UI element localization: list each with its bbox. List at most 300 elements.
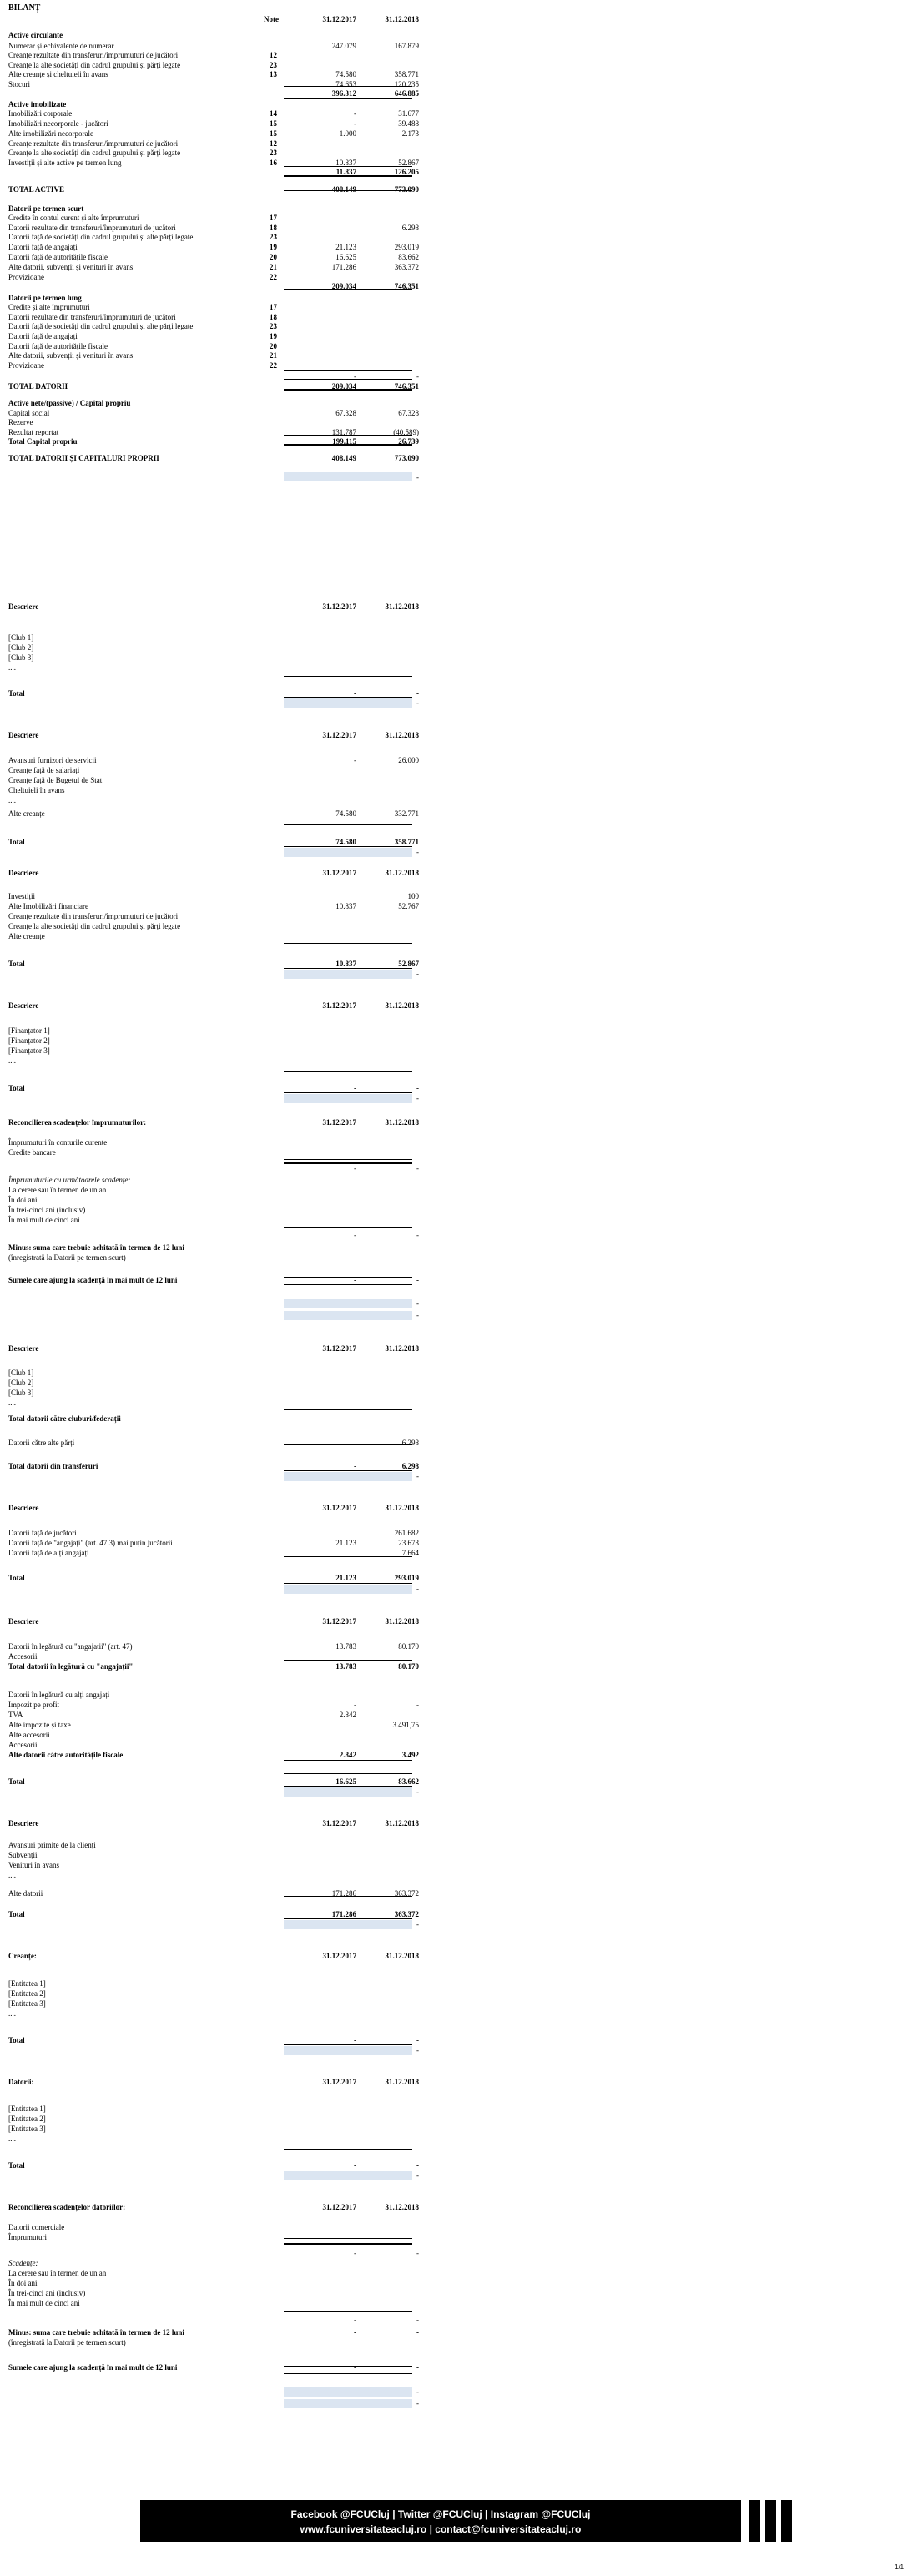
row-label: Impozit pe profit: [8, 1701, 59, 1709]
row-label: Active circulante: [8, 31, 63, 39]
table-row: [8, 428, 417, 437]
highlight-cell: [284, 2046, 412, 2055]
highlight-cell: [284, 2387, 412, 2397]
rule-line: [284, 2366, 412, 2367]
row-label: [Club 1]: [8, 633, 34, 642]
note-ref: 21: [270, 263, 277, 271]
table-row: [8, 2259, 417, 2268]
highlight-cell: [284, 970, 412, 979]
table-row: [8, 1056, 417, 1066]
subtotal-row: [8, 1164, 417, 1173]
table-row: [8, 653, 417, 663]
rule-line: [284, 1470, 412, 1471]
row-label: [Club 3]: [8, 1389, 34, 1397]
row-label: Alte datorii, subvenții și venituri în avans: [8, 351, 134, 360]
value-2018: 773.090: [394, 454, 419, 462]
table-row: [8, 454, 417, 463]
value-2017: 408.149: [331, 454, 356, 462]
row-label: Descriere: [8, 602, 39, 611]
table-row: [8, 1439, 417, 1448]
row-label: Sumele care ajung la scadență în mai mult de 12 luni: [8, 1276, 178, 1284]
note-ref: 20: [270, 253, 277, 261]
table-row: [8, 1138, 417, 1147]
table-row: [8, 1662, 417, 1671]
table-row: [8, 51, 417, 60]
table-row: [8, 1148, 417, 1157]
table-row: [8, 892, 417, 901]
note-ref: 23: [270, 61, 277, 69]
note-ref: 13: [270, 70, 277, 78]
value-2017: 10.837: [335, 960, 356, 968]
value-2018: 31.12.2018: [385, 1001, 419, 1010]
value-2017: -: [354, 2036, 356, 2044]
row-label: Datorii față de "angajați" (art. 47.3) mai puțin jucătorii: [8, 1539, 173, 1547]
table-row: [8, 2269, 417, 2278]
column-header: [8, 15, 417, 24]
table-row: [8, 1711, 417, 1720]
row-label: Împrumuturile cu următoarele scadențe:: [8, 1176, 131, 1184]
row-label: ....: [8, 1871, 16, 1879]
value-2018: 746.351: [394, 282, 419, 290]
value-2018: 293.019: [394, 1574, 419, 1582]
table-row: [8, 61, 417, 70]
rule-line: [284, 1227, 412, 1228]
table-row: [8, 1871, 417, 1880]
table-row: [8, 1216, 417, 1225]
row-label: Creanțe față de salariați: [8, 766, 80, 774]
row-label: Creanțe rezultate din transferuri/împrumuturi de jucători: [8, 912, 179, 920]
value-2017: 31.12.2017: [322, 1617, 356, 1626]
table-row: [8, 902, 417, 911]
value-2018: 646.885: [394, 89, 419, 98]
value-2018: 31.12.2018: [385, 1952, 419, 1960]
rule-line: [284, 1071, 412, 1072]
row-label: Alte Imobilizări financiare: [8, 902, 88, 910]
row-label: În doi ani: [8, 1196, 38, 1204]
note-ref: 17: [270, 214, 277, 222]
value-2018: -: [416, 1299, 419, 1308]
row-label: Active imobilizate: [8, 100, 67, 108]
table-row: [8, 2289, 417, 2298]
value-2018: -: [416, 2316, 419, 2324]
row-label: Active nete/(passive) / Capital propriu: [8, 399, 131, 407]
value-2018: 26.739: [398, 437, 419, 446]
table-row: [8, 1741, 417, 1750]
value-2017: -: [354, 1276, 356, 1284]
value-2018: 332.771: [394, 809, 419, 818]
note-ref: 21: [270, 351, 277, 360]
rule-line: [284, 1556, 412, 1557]
row-label: (înregistrată la Datorii pe termen scurt): [8, 1253, 126, 1262]
table-row: [8, 1504, 417, 1513]
value-2017: 31.12.2017: [322, 2078, 356, 2086]
row-label: La cerere sau în termen de un an: [8, 2269, 107, 2277]
row-label: Credite bancare: [8, 1148, 56, 1157]
value-2018: -: [416, 2171, 419, 2180]
rule-line: [284, 175, 412, 177]
value-2017: 247.079: [331, 42, 356, 50]
value-2017: 74.580: [335, 70, 356, 78]
row-label: [Entitatea 1]: [8, 1979, 46, 1988]
note-ref: 16: [270, 159, 277, 167]
row-label: Imobilizări corporale: [8, 109, 73, 118]
row-label: Provizioane: [8, 361, 44, 370]
value-2018: -: [416, 1164, 419, 1172]
row-label: Capital social: [8, 409, 50, 417]
value-2018: -: [416, 372, 419, 381]
row-label: ....: [8, 2135, 16, 2143]
row-label: Descriere: [8, 731, 39, 739]
row-label: TOTAL ACTIVE: [8, 185, 64, 194]
rule-line: [284, 1786, 412, 1787]
table-row: [8, 2009, 417, 2019]
value-2017: -: [354, 1462, 356, 1470]
highlight-cell: [284, 1787, 412, 1797]
rule-line: [284, 1409, 412, 1410]
row-label: Total: [8, 1777, 25, 1786]
row-label: [Finanțator 3]: [8, 1046, 50, 1055]
value-2017: -: [354, 2316, 356, 2324]
table-row: [8, 139, 417, 149]
value-2017: 31.12.2017: [322, 1118, 356, 1127]
row-label: Credite și alte împrumuturi: [8, 303, 90, 311]
rule-line: [284, 1284, 412, 1285]
row-label: Creanțe:: [8, 1952, 37, 1960]
highlight-cell: [284, 1299, 412, 1308]
row-label: [Club 1]: [8, 1369, 34, 1377]
row-label: Minus: suma care trebuie achitată în termen de 12 luni: [8, 2328, 184, 2337]
row-label: Datorii față de autoritățile fiscale: [8, 342, 108, 350]
rule-line: [284, 166, 412, 167]
value-2018: 100: [407, 892, 419, 900]
rule-line: [284, 435, 412, 436]
note-ref: 19: [270, 332, 277, 340]
value-2018: -: [416, 1084, 419, 1092]
value-2017: 171.286: [331, 263, 356, 271]
rule-line: [284, 1444, 412, 1445]
row-label: Datorii față de societăți din cadrul grupului și alte părți legate: [8, 233, 194, 241]
row-label: Datorii față de alți angajați: [8, 1549, 89, 1557]
highlight-cell: [284, 2171, 412, 2180]
row-label: Datorii către alte părți: [8, 1439, 75, 1447]
value-2018: -: [416, 2161, 419, 2170]
row-label: Investiții: [8, 892, 35, 900]
table-row: [8, 2125, 417, 2134]
row-label: ....: [8, 1056, 16, 1065]
note-ref: 18: [270, 224, 277, 232]
table-row: [8, 1999, 417, 2009]
table-row: [8, 1001, 417, 1011]
rule-line: [284, 1162, 412, 1164]
rule-line: [284, 676, 412, 677]
table-row: [8, 1529, 417, 1538]
value-2018: 261.682: [394, 1529, 419, 1537]
table-row: [8, 1399, 417, 1408]
rule-line: [284, 824, 412, 825]
table-row: [8, 2279, 417, 2288]
table-row: [8, 2203, 417, 2212]
row-label: [Entitatea 3]: [8, 2125, 46, 2133]
value-2017: 31.12.2017: [322, 1504, 356, 1512]
row-label: Datorii comerciale: [8, 2223, 65, 2231]
value-2018: -: [416, 2036, 419, 2044]
table-row: [8, 204, 417, 214]
table-row: [8, 313, 417, 322]
value-2018: 293.019: [394, 243, 419, 251]
row-label: Datorii pe termen lung: [8, 294, 82, 302]
table-row: [8, 80, 417, 89]
value-2018: -: [416, 1920, 419, 1928]
value-2017: 396.312: [331, 89, 356, 98]
value-2018: 363.372: [394, 263, 419, 271]
rule-line: [284, 1918, 412, 1919]
table-row: [8, 129, 417, 139]
value-2017: 10.837: [335, 902, 356, 910]
table-row: [8, 342, 417, 351]
table-row: [8, 399, 417, 408]
row-label: ....: [8, 2009, 16, 2018]
table-row: [8, 418, 417, 427]
rule-line: [284, 1773, 412, 1774]
row-label: [Club 2]: [8, 1379, 34, 1387]
row-label: Total: [8, 2036, 25, 2044]
row-label: În mai mult de cinci ani: [8, 1216, 80, 1224]
table-row: [8, 776, 417, 785]
note-ref: 12: [270, 139, 277, 148]
value-2017: 31.12.2017: [322, 1344, 356, 1353]
table-row: [8, 119, 417, 129]
value-2018: 7.664: [401, 1549, 419, 1557]
row-label: Alte impozite și taxe: [8, 1721, 71, 1729]
note-ref: 17: [270, 303, 277, 311]
row-label: Descriere: [8, 869, 39, 877]
row-label: [Club 2]: [8, 643, 34, 652]
value-2018: -: [416, 1231, 419, 1239]
table-row: [8, 1046, 417, 1056]
row-label: Datorii în legătură cu "angajații" (art. 47): [8, 1642, 133, 1651]
rule-line: [284, 1583, 412, 1584]
highlight-cell: [284, 1920, 412, 1929]
page-number: 1/1: [895, 2563, 905, 2571]
table-row: [8, 602, 417, 612]
rule-line: [284, 1159, 412, 1160]
row-label: Alte datorii către autoritățile fiscale: [8, 1751, 124, 1759]
value-2018: 31.12.2018: [385, 1617, 419, 1626]
table-row: [8, 2363, 417, 2372]
value-2017: 31.12.2017: [322, 731, 356, 739]
row-label: Numerar și echivalente de numerar: [8, 42, 114, 50]
table-row: [8, 1196, 417, 1205]
note-ref: 23: [270, 149, 277, 157]
note-ref: 20: [270, 342, 277, 350]
table-row: [8, 2223, 417, 2232]
value-2017: 67.328: [335, 409, 356, 417]
value-2018: 83.662: [398, 1777, 419, 1786]
value-2018: -: [416, 1094, 419, 1102]
table-row: [8, 663, 417, 673]
value-2017: 11.837: [335, 168, 356, 176]
row-label: Creanțe la alte societăți din cadrul grupului și părți legate: [8, 149, 181, 157]
table-row: [8, 1118, 417, 1127]
table-row: [8, 1026, 417, 1036]
page-title: BILANȚ: [8, 3, 41, 13]
rule-line: [284, 289, 412, 290]
note-ref: 15: [270, 129, 277, 138]
table-row: [8, 2135, 417, 2144]
rule-line: [284, 98, 412, 99]
row-label: Total: [8, 2161, 25, 2170]
value-2017: -: [354, 1414, 356, 1423]
value-2018: 31.677: [398, 109, 419, 118]
rule-line: [284, 370, 412, 371]
row-label: Datorii rezultate din transferuri/împrumuturi de jucători: [8, 224, 176, 232]
rule-line: [284, 86, 412, 87]
row-label: Datorii față de jucători: [8, 1529, 77, 1537]
rule-line: [284, 444, 412, 446]
table-row: [8, 1979, 417, 1989]
table-row: [8, 1176, 417, 1185]
table-row: [8, 294, 417, 303]
table-row: [8, 1841, 417, 1850]
value-2018: -: [416, 1585, 419, 1593]
value-2017: 2.842: [339, 1711, 356, 1719]
rule-line: [284, 968, 412, 969]
value-2017: 131.787: [331, 428, 356, 436]
rule-line: [284, 1760, 412, 1761]
table-row: [8, 1344, 417, 1354]
value-2017: 171.286: [331, 1910, 356, 1918]
note-ref: 18: [270, 313, 277, 321]
table-row: [8, 1617, 417, 1626]
table-row: [8, 1701, 417, 1710]
table-row: [8, 233, 417, 242]
table-row: [8, 409, 417, 418]
value-2018: 746.351: [394, 382, 419, 391]
value-2018: -: [416, 1243, 419, 1252]
value-2017: 209.034: [331, 282, 356, 290]
table-row: [8, 273, 417, 282]
note-ref: 15: [270, 119, 277, 128]
value-2018: 31.12.2018: [385, 1819, 419, 1827]
rule-line: [284, 389, 412, 391]
table-row: [8, 1819, 417, 1828]
table-row: [8, 224, 417, 233]
table-row: [8, 766, 417, 775]
highlight-cell: [284, 698, 412, 708]
row-label: Credite în contul curent și alte împrumuturi: [8, 214, 139, 222]
row-label: Minus: suma care trebuie achitată în termen de 12 luni: [8, 1243, 184, 1252]
value-2018: 3.492: [401, 1751, 419, 1759]
footer-bar-3: [781, 2500, 792, 2542]
value-2018: 2.173: [401, 129, 419, 138]
value-2017: -: [354, 1701, 356, 1709]
row-label: Alte datorii: [8, 1889, 43, 1898]
rule-line: [284, 379, 412, 380]
value-2018: -: [416, 698, 419, 707]
value-2018: 363.372: [394, 1889, 419, 1898]
note-ref: 23: [270, 233, 277, 241]
value-2018: 31.12.2018: [385, 2203, 419, 2211]
value-2017: 74.653: [335, 80, 356, 88]
value-2017: 21.123: [335, 243, 356, 251]
value-2018: 31.12.2018: [385, 602, 419, 611]
row-label: ....: [8, 1399, 16, 1407]
value-2017: 2.842: [339, 1751, 356, 1759]
value-2018: 126.205: [394, 168, 419, 176]
table-row: [8, 809, 417, 819]
value-2018: -: [416, 689, 419, 698]
highlight-cell: [284, 848, 412, 857]
row-label: Alte accesorii: [8, 1731, 50, 1739]
table-row: [8, 1243, 417, 1253]
row-label: Subvenții: [8, 1851, 38, 1859]
value-2017: 16.625: [335, 1777, 356, 1786]
value-2017: 31.12.2017: [322, 869, 356, 877]
value-2018: -: [416, 2328, 419, 2337]
row-label: ....: [8, 663, 16, 672]
table-row: [8, 1952, 417, 1961]
row-label: Rezultat reportat: [8, 428, 59, 436]
value-2017: -: [354, 1243, 356, 1252]
value-2017: -: [354, 2249, 356, 2257]
table-row: [8, 263, 417, 272]
row-label: Împrumuturi: [8, 2233, 47, 2241]
table-row: [8, 1691, 417, 1700]
table-row: [8, 1369, 417, 1378]
row-label: ....: [8, 796, 16, 804]
table-row: [8, 1889, 417, 1898]
row-label: (înregistrată la Datorii pe termen scurt): [8, 2338, 126, 2347]
value-2018: (40.589): [393, 428, 419, 436]
value-2018: -: [416, 1701, 419, 1709]
note-ref: 12: [270, 51, 277, 59]
row-label: Sumele care ajung la scadență în mai mult de 12 luni: [8, 2363, 178, 2372]
row-label: Avansuri furnizori de servicii: [8, 756, 97, 764]
table-row: [8, 1036, 417, 1046]
table-row: [8, 109, 417, 118]
value-2018: 773.090: [394, 185, 419, 194]
table-row: [8, 322, 417, 331]
value-2017: 74.580: [335, 809, 356, 818]
value-2017: 16.625: [335, 253, 356, 261]
row-label: TOTAL DATORII ȘI CAPITALURI PROPRII: [8, 454, 159, 462]
row-label: Descriere: [8, 1504, 39, 1512]
value-2017: 74.580: [335, 838, 356, 846]
row-label: Descriere: [8, 1819, 39, 1827]
row-label: Total: [8, 838, 25, 846]
row-label: Creanțe la alte societăți din cadrul grupului și părți legate: [8, 922, 181, 930]
row-label: Datorii în legătură cu alți angajați: [8, 1691, 110, 1699]
table-row: [8, 2299, 417, 2308]
column-2017-label: 31.12.2017: [322, 15, 356, 23]
row-label: Total: [8, 1910, 25, 1918]
rule-line: [284, 1896, 412, 1897]
value-2017: 171.286: [331, 1889, 356, 1898]
rule-line: [284, 697, 412, 698]
value-2018: 83.662: [398, 253, 419, 261]
rule-line: [284, 2238, 412, 2239]
rule-line: [284, 1660, 412, 1661]
value-2018: -: [416, 970, 419, 978]
table-row: [8, 932, 417, 941]
note-ref: 23: [270, 322, 277, 330]
table-row: [8, 912, 417, 921]
value-2017: -: [354, 372, 356, 381]
value-2018: -: [416, 1472, 419, 1480]
row-label: Datorii față de angajați: [8, 243, 78, 251]
subtotal-row: [8, 372, 417, 381]
row-label: Accesorii: [8, 1741, 38, 1749]
